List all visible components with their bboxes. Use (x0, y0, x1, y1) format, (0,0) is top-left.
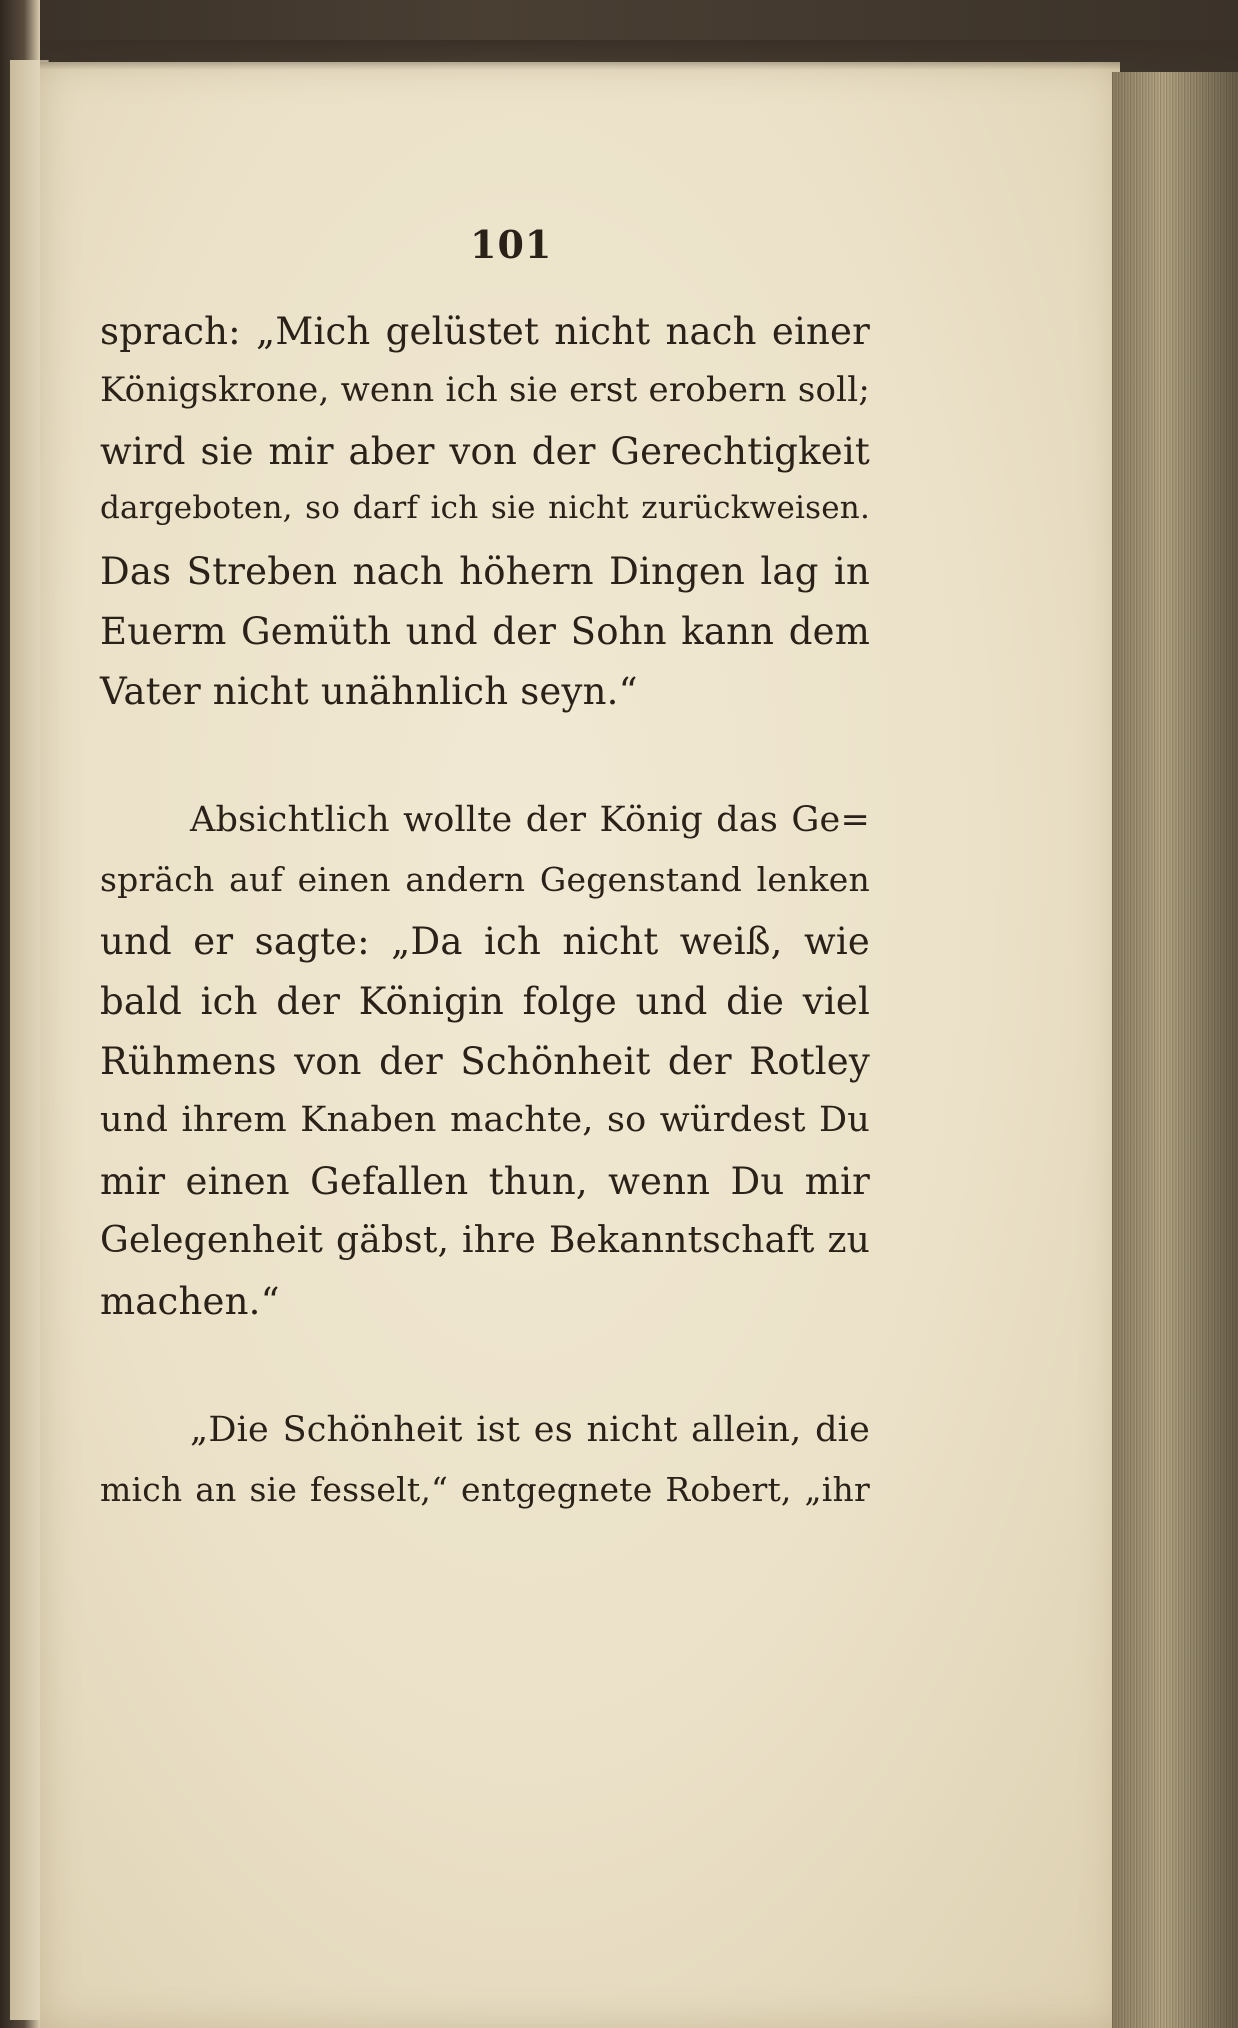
text-line: und er sagte: „Da ich nicht weiß, wie (100, 920, 870, 963)
top-shadow (40, 40, 1238, 70)
page-fore-edge (1112, 72, 1238, 2028)
text-line: Gelegenheit gäbst, ihre Bekanntschaft zu (100, 1220, 870, 1261)
text-line: sprach: „Mich gelüstet nicht nach einer (100, 310, 870, 353)
text-line: machen.“ (100, 1280, 280, 1323)
text-line: mich an sie fesselt,“ entgegnete Robert, „ihr (100, 1470, 870, 1509)
text-line: Königskrone, wenn ich sie erst erobern soll; (100, 370, 870, 410)
text-line: Euerm Gemüth und der Sohn kann dem (100, 610, 870, 653)
page-number: 101 (470, 222, 553, 267)
text-line: Absichtlich wollte der König das Ge= (190, 800, 870, 840)
text-line: mir einen Gefallen thun, wenn Du mir (100, 1160, 870, 1203)
text-line: „Die Schönheit ist es nicht allein, die (190, 1410, 870, 1450)
text-line: und ihrem Knaben machte, so würdest Du (100, 1100, 870, 1140)
text-line: dargeboten, so darf ich sie nicht zurückweisen. (100, 490, 870, 526)
text-line: Vater nicht unähnlich seyn.“ (100, 670, 638, 713)
text-line: Rühmens von der Schönheit der Rotley (100, 1040, 870, 1083)
text-line: bald ich der Königin folge und die viel (100, 980, 870, 1023)
text-line: spräch auf einen andern Gegenstand lenken (100, 860, 870, 899)
text-line: wird sie mir aber von der Gerechtigkeit (100, 430, 870, 473)
text-line: Das Streben nach höhern Dingen lag in (100, 550, 870, 593)
